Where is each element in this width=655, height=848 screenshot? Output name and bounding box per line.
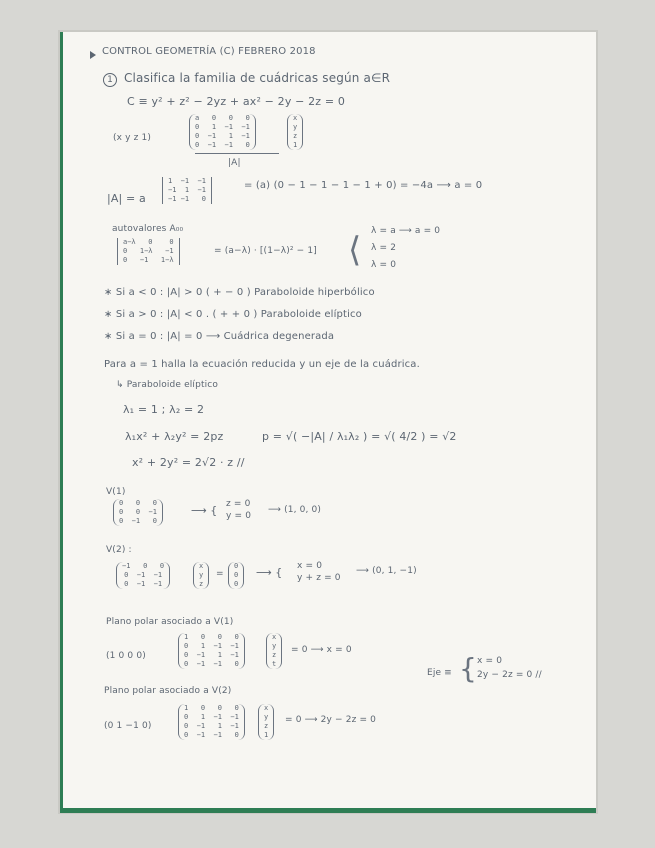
polar2-vector-entry: x (264, 704, 269, 712)
eigenvalue-3: λ = 0 (371, 260, 397, 270)
left-brace-icon: ⟨ (348, 230, 362, 270)
eigen-row: 0 1−λ −1 (123, 247, 174, 255)
lambdas: λ₁ = 1 ; λ₂ = 2 (123, 403, 205, 416)
matrix-a (189, 114, 256, 150)
polar1-matrix (178, 633, 245, 669)
matrix-a-row: a 0 0 0 (195, 114, 250, 122)
polar2-title: Plano polar asociado a V(2) (104, 686, 232, 696)
arrow-icon: ⟶ { (191, 504, 218, 517)
polar2-vector-entry: y (264, 713, 269, 721)
eigen-poly: = (a−λ) · [(1−λ)² − 1] (214, 246, 317, 256)
polar1-row: 1 0 0 0 (184, 633, 239, 641)
eigen-matrix (117, 238, 180, 265)
problem-statement: Clasifica la familia de cuádricas según a∈R (124, 71, 391, 85)
polar2-row: 0 −1 −1 0 (184, 731, 239, 739)
equals-sign: = (216, 569, 224, 579)
v2-row: 0 −1 −1 (124, 580, 163, 588)
polar1-title: Plano polar asociado a V(1) (106, 617, 234, 627)
case-negative: ∗ Si a < 0 : |A| > 0 ( + − 0 ) Paraboloide hiperbólico (104, 287, 375, 298)
eigen-title: autovalores A₀₀ (112, 224, 184, 234)
matrix-a-row: 0 1 −1 −1 (195, 123, 250, 131)
det-a-minor (162, 177, 212, 204)
polar2-result: = 0 ⟶ 2y − 2z = 0 (285, 715, 377, 725)
polar2-left: (0 1 −1 0) (104, 721, 152, 731)
eigen-row: 0 −1 1−λ (123, 256, 174, 264)
reduced-equation: x² + 2y² = 2√2 · z // (132, 456, 245, 469)
triangle-bullet-icon (90, 51, 96, 59)
v1-result: ⟶ (1, 0, 0) (268, 505, 322, 515)
v2-eq-2: y + z = 0 (297, 573, 341, 583)
sheet-edge (60, 808, 596, 813)
v1-row: 0 −1 0 (119, 517, 157, 525)
reduced-general: λ₁x² + λ₂y² = 2pz (125, 430, 224, 443)
vector-entry: x (293, 114, 298, 122)
vector-xyz1 (287, 114, 303, 150)
polar1-row: 0 1 −1 −1 (184, 642, 239, 650)
v2-result: ⟶ (0, 1, −1) (356, 566, 417, 576)
matrix-form-left: (x y z 1) (113, 133, 152, 143)
polar1-vector-entry: x (272, 633, 277, 641)
axis-eq-1: x = 0 (477, 656, 503, 666)
polar2-vector-entry: 1 (264, 731, 269, 739)
quadric-equation: C ≡ y² + z² − 2yz + ax² − 2y − 2z = 0 (127, 95, 346, 108)
det-a-result: = (a) (0 − 1 − 1 − 1 − 1 + 0) = −4a ⟶ a = 0 (244, 180, 483, 191)
v2-row: −1 0 0 (122, 562, 165, 570)
det-a-left: |A| = a (107, 192, 146, 205)
v1-eq-2: y = 0 (226, 511, 252, 521)
zero-entry: 0 (234, 571, 239, 579)
problem-number: 1 (103, 73, 117, 87)
polar1-vector-entry: y (272, 642, 277, 650)
vector-entry: y (293, 123, 298, 131)
polar2-row: 1 0 0 0 (184, 704, 239, 712)
v2-zero-vector (228, 562, 244, 589)
polar1-vector-entry: z (272, 651, 277, 659)
arrow-icon: ⟶ { (256, 566, 283, 579)
v1-eq-1: z = 0 (226, 499, 251, 509)
v2-vector-entry: x (199, 562, 204, 570)
matrix-a-row: 0 −1 1 −1 (195, 132, 250, 140)
eigenvalue-2: λ = 2 (371, 243, 397, 253)
eigenvalue-1: λ = a ⟶ a = 0 (371, 226, 441, 236)
zero-entry: 0 (234, 562, 239, 570)
matrix-a-row: 0 −1 −1 0 (195, 141, 250, 149)
part-b-statement: Para a = 1 halla la ecuación reducida y un eje de la cuádrica. (104, 359, 420, 370)
polar1-result: = 0 ⟶ x = 0 (291, 645, 352, 655)
polar2-vector-entry: z (264, 722, 269, 730)
axis-label: Eje ≡ (427, 668, 452, 678)
polar1-left: (1 0 0 0) (106, 651, 146, 661)
axis-eq-2: 2y − 2z = 0 // (477, 670, 542, 680)
v1-label: V(1) (106, 487, 126, 497)
polar2-vector (258, 704, 274, 740)
polar1-vector (266, 633, 282, 669)
v1-matrix (113, 499, 163, 526)
minor-row: −1 1 −1 (168, 186, 206, 194)
vector-entry: 1 (293, 141, 298, 149)
minor-row: −1 −1 0 (168, 195, 206, 203)
v1-row: 0 0 −1 (119, 508, 157, 516)
minor-row: 1 −1 −1 (168, 177, 206, 185)
right-brace-icon: { (459, 652, 477, 685)
polar2-row: 0 1 −1 −1 (184, 713, 239, 721)
page-header: CONTROL GEOMETRÍA (C) FEBRERO 2018 (102, 46, 316, 57)
part-b-type: ↳ Paraboloide elíptico (116, 380, 219, 390)
underline-rule (195, 153, 279, 154)
v1-row: 0 0 0 (119, 499, 157, 507)
polar1-row: 0 −1 1 −1 (184, 651, 239, 659)
v2-row: 0 −1 −1 (124, 571, 163, 579)
vector-entry: z (293, 132, 298, 140)
polar1-vector-entry: t (272, 660, 277, 668)
eigen-row: a−λ 0 0 (123, 238, 174, 246)
zero-entry: 0 (234, 580, 239, 588)
v2-matrix (116, 562, 170, 589)
v2-vector-entry: z (199, 580, 204, 588)
v2-vector (193, 562, 209, 589)
polar1-row: 0 −1 −1 0 (184, 660, 239, 668)
v2-eq-1: x = 0 (297, 561, 323, 571)
polar2-matrix (178, 704, 245, 740)
v2-vector-entry: y (199, 571, 204, 579)
v2-label: V(2) : (106, 545, 132, 555)
case-positive: ∗ Si a > 0 : |A| < 0 . ( + + 0 ) Paraboloide elíptico (104, 309, 362, 320)
case-zero: ∗ Si a = 0 : |A| = 0 ⟶ Cuádrica degenerada (104, 331, 335, 342)
polar2-row: 0 −1 1 −1 (184, 722, 239, 730)
p-formula: p = √( −|A| / λ₁λ₂ ) = √( 4/2 ) = √2 (262, 430, 457, 443)
matrix-a-label: |A| (228, 158, 241, 168)
